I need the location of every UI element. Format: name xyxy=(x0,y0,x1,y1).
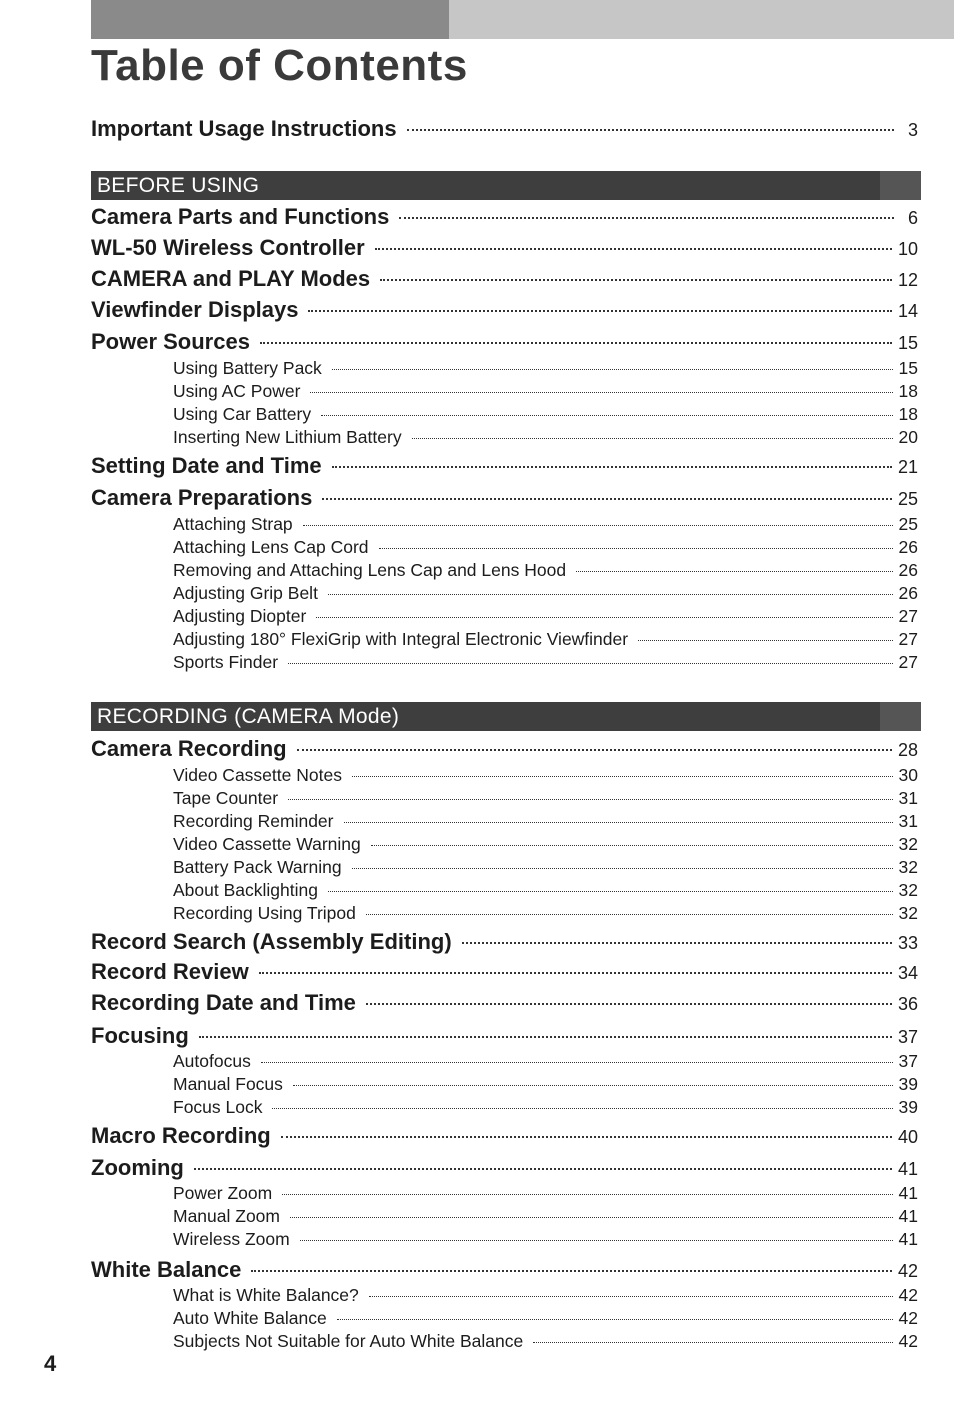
leader-dots xyxy=(322,497,892,500)
leader-dots xyxy=(407,128,894,131)
toc-subentry-tripod[interactable] xyxy=(173,902,918,925)
toc-entry-page: 27 xyxy=(898,652,918,672)
toc-entry-page: 25 xyxy=(897,489,918,509)
toc-entry-page: 18 xyxy=(898,381,918,401)
toc-entry-label: Using Car Battery xyxy=(173,404,312,424)
toc-entry-page: 39 xyxy=(898,1097,918,1117)
toc-subentry-cassette-notes[interactable] xyxy=(173,764,918,787)
toc-subentry-ac-power[interactable] xyxy=(173,380,918,403)
toc-subentry-flexigrip[interactable] xyxy=(173,628,918,651)
toc-entry-label: Battery Pack Warning xyxy=(173,857,342,877)
toc-entry-label: Manual Zoom xyxy=(173,1206,280,1226)
toc-entry-label: Zooming xyxy=(91,1155,184,1180)
toc-entry-label: White Balance xyxy=(91,1257,242,1282)
toc-subentry-grip-belt[interactable] xyxy=(173,582,918,605)
toc-entry-page: 21 xyxy=(897,457,918,477)
toc-entry-label: Removing and Attaching Lens Cap and Lens Hood xyxy=(173,560,567,580)
toc-entry-zooming[interactable] xyxy=(91,1153,918,1183)
toc-subentry-subjects-not-suitable[interactable] xyxy=(173,1330,918,1353)
toc-entry-label: Video Cassette Warning xyxy=(173,834,361,854)
toc-entry-label: About Backlighting xyxy=(173,880,318,900)
toc-subentry-battery-pack[interactable] xyxy=(173,357,918,380)
leader-dots xyxy=(297,748,892,751)
toc-entry-page: 37 xyxy=(897,1027,918,1047)
toc-subentry-recording-reminder[interactable] xyxy=(173,810,918,833)
toc-entry-label: Macro Recording xyxy=(91,1123,271,1148)
toc-entry-label: Attaching Strap xyxy=(173,514,293,534)
toc-entry-label: Wireless Zoom xyxy=(173,1229,290,1249)
toc-entry-label: Recording Date and Time xyxy=(91,990,356,1015)
toc-entry-page: 32 xyxy=(898,880,918,900)
leader-dots xyxy=(288,662,892,664)
toc-entry-page: 3 xyxy=(907,120,918,140)
toc-entry-power-sources[interactable] xyxy=(91,327,918,357)
toc-entry-label: Focusing xyxy=(91,1023,189,1048)
toc-entry-label: Adjusting 180° FlexiGrip with Integral Electronic Viewfinder xyxy=(173,629,629,649)
toc-entry-page: 27 xyxy=(898,606,918,626)
toc-entry-page: 26 xyxy=(898,537,918,557)
section-header-recording: RECORDING (CAMERA Mode) xyxy=(91,702,921,731)
leader-dots xyxy=(316,616,892,618)
toc-entry-label: Subjects Not Suitable for Auto White Balance xyxy=(173,1331,524,1351)
toc-entry-recording-date-time[interactable] xyxy=(91,988,918,1018)
toc-entry-label: Manual Focus xyxy=(173,1074,283,1094)
toc-entry-label: Recording Reminder xyxy=(173,811,334,831)
toc-subentry-sports-finder[interactable] xyxy=(173,651,918,674)
toc-entry-page: 42 xyxy=(898,1285,918,1305)
toc-entry-page: 42 xyxy=(898,1331,918,1351)
toc-entry-label: Setting Date and Time xyxy=(91,453,322,478)
toc-entry-label: Record Review xyxy=(91,959,249,984)
toc-entry-label: Important Usage Instructions xyxy=(91,116,397,141)
leader-dots xyxy=(533,1341,892,1343)
toc-subentry-manual-focus[interactable] xyxy=(173,1073,918,1096)
toc-entry-page: 39 xyxy=(898,1074,918,1094)
toc-entry-label: Autofocus xyxy=(173,1051,251,1071)
leader-dots xyxy=(328,593,893,595)
toc-entry-page: 42 xyxy=(898,1308,918,1328)
toc-entry-label: Inserting New Lithium Battery xyxy=(173,427,402,447)
toc-subentry-lens-cap-hood[interactable] xyxy=(173,559,918,582)
toc-entry-page: 10 xyxy=(897,239,918,259)
toc-entry-page: 40 xyxy=(897,1127,918,1147)
toc-entry-label: Using AC Power xyxy=(173,381,301,401)
leader-dots xyxy=(366,1002,892,1005)
toc-entry-page: 30 xyxy=(898,765,918,785)
toc-subentry-car-battery[interactable] xyxy=(173,403,918,426)
leader-dots xyxy=(576,570,892,572)
leader-dots xyxy=(379,547,893,549)
toc-entry-record-review[interactable] xyxy=(91,957,918,987)
toc-entry-page: 32 xyxy=(898,857,918,877)
toc-entry-label: Using Battery Pack xyxy=(173,358,322,378)
toc-entry-page: 14 xyxy=(897,301,918,321)
leader-dots xyxy=(380,278,892,281)
leader-dots xyxy=(293,1084,893,1086)
toc-entry-viewfinder-displays[interactable] xyxy=(91,295,918,325)
toc-entry-page: 12 xyxy=(897,270,918,290)
leader-dots xyxy=(328,890,893,892)
leader-dots xyxy=(308,309,892,312)
toc-entry-page: 26 xyxy=(898,560,918,580)
leader-dots xyxy=(251,1269,892,1272)
toc-entry-page: 37 xyxy=(898,1051,918,1071)
toc-entry-page: 34 xyxy=(897,963,918,983)
leader-dots xyxy=(259,971,892,974)
leader-dots xyxy=(194,1167,892,1170)
leader-dots xyxy=(462,941,892,944)
toc-entry-label: CAMERA and PLAY Modes xyxy=(91,266,371,291)
toc-entry-label: WL-50 Wireless Controller xyxy=(91,235,365,260)
toc-entry-label: Attaching Lens Cap Cord xyxy=(173,537,369,557)
toc-subentry-focus-lock[interactable] xyxy=(173,1096,918,1119)
toc-entry-page: 32 xyxy=(898,903,918,923)
toc-entry-page: 42 xyxy=(897,1261,918,1281)
toc-entry-label: What is White Balance? xyxy=(173,1285,359,1305)
leader-dots xyxy=(310,391,892,393)
leader-dots xyxy=(282,1193,892,1195)
leader-dots xyxy=(369,1295,893,1297)
toc-subentry-power-zoom[interactable] xyxy=(173,1182,918,1205)
toc-entry-label: Record Search (Assembly Editing) xyxy=(91,929,452,954)
toc-entry-label: Viewfinder Displays xyxy=(91,297,299,322)
toc-entry-label: Adjusting Diopter xyxy=(173,606,307,626)
leader-dots xyxy=(366,913,893,915)
leader-dots xyxy=(638,639,892,641)
leader-dots xyxy=(332,465,892,468)
section-header-before-using: BEFORE USING xyxy=(91,171,921,200)
toc-entry-page: 28 xyxy=(897,740,918,760)
toc-entry-page: 41 xyxy=(898,1206,918,1226)
toc-entry-page: 32 xyxy=(898,834,918,854)
toc-entry-label: Camera Preparations xyxy=(91,485,313,510)
toc-subentry-tape-counter[interactable] xyxy=(173,787,918,810)
toc-entry-page: 15 xyxy=(897,333,918,353)
leader-dots xyxy=(332,368,893,370)
toc-entry-camera-recording[interactable] xyxy=(91,734,918,764)
toc-entry-page: 26 xyxy=(898,583,918,603)
toc-entry-page: 18 xyxy=(898,404,918,424)
toc-entry-page: 31 xyxy=(898,788,918,808)
toc-entry-page: 25 xyxy=(898,514,918,534)
toc-subentry-autofocus[interactable] xyxy=(173,1050,918,1073)
toc-subentry-manual-zoom[interactable] xyxy=(173,1205,918,1228)
leader-dots xyxy=(344,821,893,823)
toc-entry-page: 41 xyxy=(898,1229,918,1249)
toc-entry-page: 31 xyxy=(898,811,918,831)
toc-entry-label: Power Sources xyxy=(91,329,250,354)
toc-entry-important-usage[interactable] xyxy=(91,114,918,144)
leader-dots xyxy=(272,1107,892,1109)
leader-dots xyxy=(290,1216,893,1218)
toc-entry-setting-date-time[interactable] xyxy=(91,451,918,481)
toc-entry-label: Adjusting Grip Belt xyxy=(173,583,318,603)
toc-entry-page: 20 xyxy=(898,427,918,447)
toc-entry-page: 27 xyxy=(898,629,918,649)
toc-entry-page: 33 xyxy=(897,933,918,953)
toc-subentry-auto-wb[interactable] xyxy=(173,1307,918,1330)
leader-dots xyxy=(371,844,893,846)
toc-entry-label: Camera Parts and Functions xyxy=(91,204,390,229)
page-title: Table of Contents xyxy=(91,41,468,90)
leader-dots xyxy=(321,414,892,416)
toc-entry-page: 36 xyxy=(897,994,918,1014)
toc-entry-label: Focus Lock xyxy=(173,1097,263,1117)
toc-entry-wireless-controller[interactable] xyxy=(91,233,918,263)
toc-entry-page: 15 xyxy=(898,358,918,378)
toc-subentry-diopter[interactable] xyxy=(173,605,918,628)
toc-subentry-wireless-zoom[interactable] xyxy=(173,1228,918,1251)
toc-entry-label: Power Zoom xyxy=(173,1183,273,1203)
toc-entry-label: Recording Using Tripod xyxy=(173,903,356,923)
toc-entry-label: Tape Counter xyxy=(173,788,279,808)
leader-dots xyxy=(281,1135,892,1138)
leader-dots xyxy=(399,216,894,219)
leader-dots xyxy=(352,867,893,869)
toc-subentry-attaching-strap[interactable] xyxy=(173,513,918,536)
toc-entry-page: 41 xyxy=(898,1183,918,1203)
toc-subentry-lens-cap-cord[interactable] xyxy=(173,536,918,559)
leader-dots xyxy=(260,341,892,344)
leader-dots xyxy=(337,1318,893,1320)
leader-dots xyxy=(375,247,892,250)
toc-entry-record-search[interactable] xyxy=(91,927,918,957)
leader-dots xyxy=(412,437,893,439)
toc-entry-page: 41 xyxy=(897,1159,918,1179)
toc-entry-camera-preparations[interactable] xyxy=(91,483,918,513)
toc-entry-camera-parts[interactable] xyxy=(91,202,918,232)
toc-subentry-what-is-wb[interactable] xyxy=(173,1284,918,1307)
leader-dots xyxy=(288,798,892,800)
leader-dots xyxy=(199,1035,892,1038)
toc-subentry-battery-warning[interactable] xyxy=(173,856,918,879)
toc-entry-label: Camera Recording xyxy=(91,736,287,761)
toc-entry-page: 6 xyxy=(907,208,918,228)
toc-entry-camera-play-modes[interactable] xyxy=(91,264,918,294)
toc-entry-focusing[interactable] xyxy=(91,1021,918,1051)
toc-entry-label: Auto White Balance xyxy=(173,1308,327,1328)
leader-dots xyxy=(300,1239,893,1241)
leader-dots xyxy=(261,1061,893,1063)
toc-subentry-backlighting[interactable] xyxy=(173,879,918,902)
toc-entry-white-balance[interactable] xyxy=(91,1255,918,1285)
toc-subentry-lithium-battery[interactable] xyxy=(173,426,918,449)
toc-subentry-cassette-warning[interactable] xyxy=(173,833,918,856)
leader-dots xyxy=(303,524,893,526)
leader-dots xyxy=(352,775,893,777)
toc-entry-macro-recording[interactable] xyxy=(91,1121,918,1151)
toc-entry-label: Sports Finder xyxy=(173,652,279,672)
page-number: 4 xyxy=(44,1351,57,1376)
toc-entry-label: Video Cassette Notes xyxy=(173,765,342,785)
